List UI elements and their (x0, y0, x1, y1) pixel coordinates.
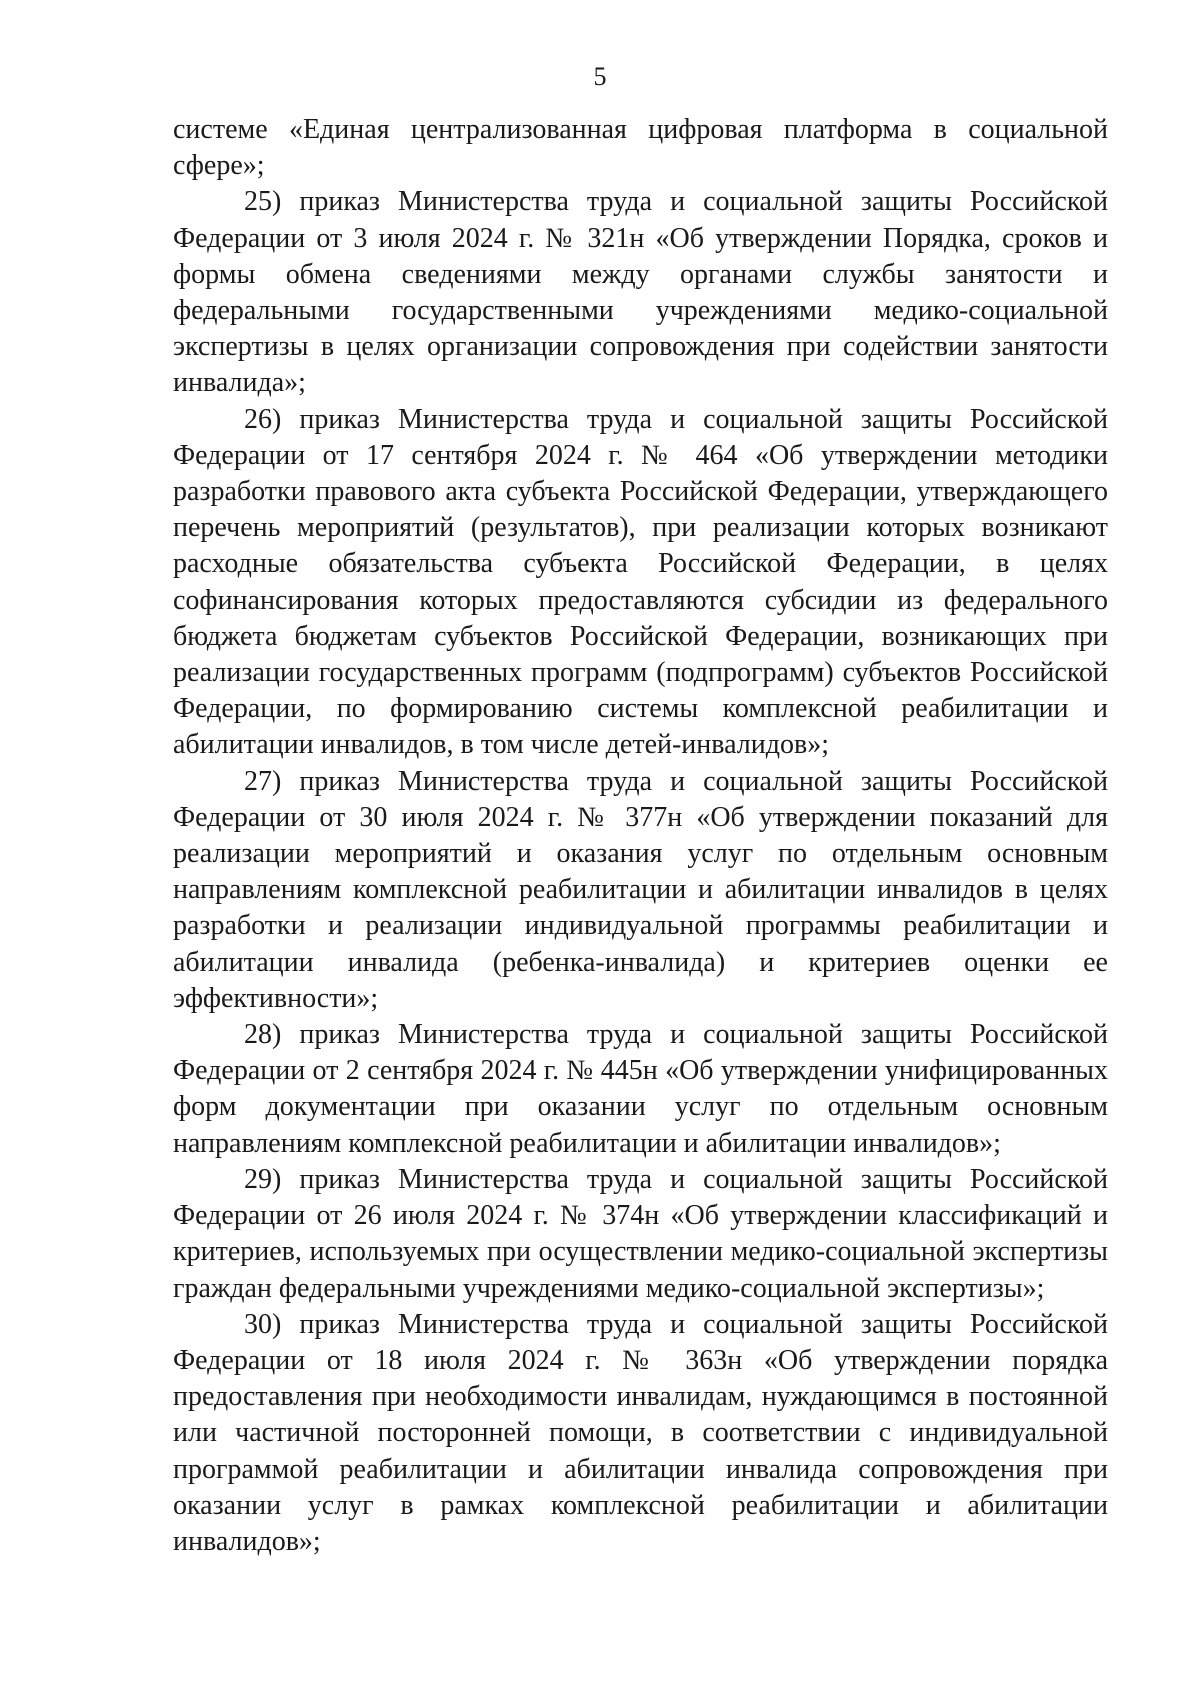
list-item-30: 30) приказ Министерства труда и социальной защиты Российской Федерации от 18 июля 2024 г. № 363н «Об утверждении порядка предоставления при необходимости инвалидам, нуждающимся в постоянной или частичной посторонней помощи, в соответствии с индивидуальной программой реабилитации и абилитации инвалида сопровождения при оказании услуг в рамках комплексной реабилитации и абилитации инвалидов»; (173, 1308, 1108, 1557)
paragraph-continuation: системе «Единая централизованная цифровая платформа в социальной сфере»; (173, 114, 1108, 182)
page-number: 5 (593, 62, 607, 91)
list-item-26: 26) приказ Министерства труда и социальной защиты Российской Федерации от 17 сентября 2024 г. № 464 «Об утверждении методики разработки правового акта субъекта Российской Федерации, утверждающего перечень мероприятий (результатов), при реализации которых возникают расходные обязательства субъекта Российской Федерации, в целях софинансирования которых предоставляются субсидии из федерального бюджета бюджетам субъектов Российской Федерации, возникающих при реализации государственных программ (подпрограмм) субъектов Российской Федерации, по формированию системы комплексной реабилитации и абилитации инвалидов, в том числе детей-инвалидов»; (173, 403, 1108, 761)
list-item-25: 25) приказ Министерства труда и социальной защиты Российской Федерации от 3 июля 2024 г. № 321н «Об утверждении Порядка, сроков и формы обмена сведениями между органами службы занятости и федеральными государственными учреждениями медико-социальной экспертизы в целях организации сопровождения при содействии занятости инвалида»; (173, 186, 1108, 399)
list-item-29: 29) приказ Министерства труда и социальной защиты Российской Федерации от 26 июля 2024 г. № 374н «Об утверждении классификаций и критериев, используемых при осуществлении медико-социальной экспертизы граждан федеральными учреждениями медико-социальной экспертизы»; (173, 1163, 1108, 1304)
list-item-27: 27) приказ Министерства труда и социальной защиты Российской Федерации от 30 июля 2024 г. № 377н «Об утверждении показаний для реализации мероприятий и оказания услуг по отдельным основным направлениям комплексной реабилитации и абилитации инвалидов в целях разработки и реализации индивидуальной программы реабилитации и абилитации инвалида (ребенка-инвалида) и критериев оценки ее эффективности»; (173, 765, 1108, 1014)
list-item-28: 28) приказ Министерства труда и социальной защиты Российской Федерации от 2 сентября 2024 г. № 445н «Об утверждении унифицированных форм документации при оказании услуг по отдельным основным направлениям комплексной реабилитации и абилитации инвалидов»; (173, 1019, 1108, 1159)
document-body (173, 112, 1108, 1560)
